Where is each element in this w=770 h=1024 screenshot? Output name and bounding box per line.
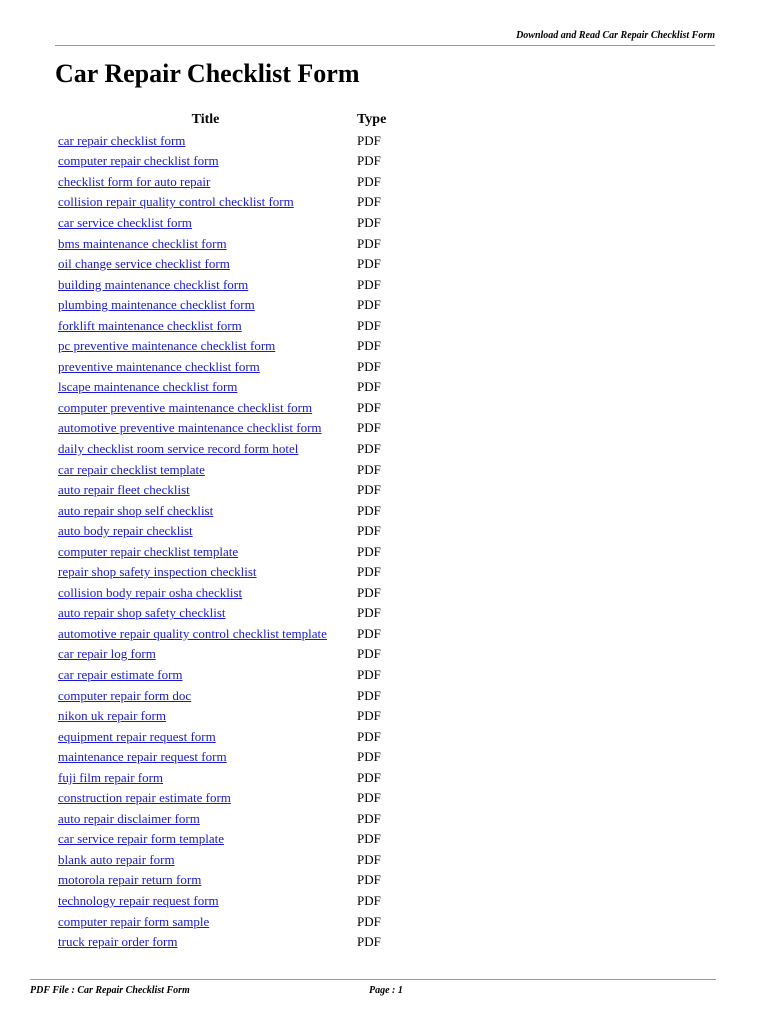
type-cell: PDF <box>357 749 381 765</box>
page-footer <box>30 979 716 1000</box>
table-row <box>56 870 386 891</box>
footer-file-label: PDF File : Car Repair Checklist Form <box>30 985 190 996</box>
title-cell <box>56 932 355 953</box>
table-header-row <box>56 110 386 131</box>
type-cell: PDF <box>357 625 381 641</box>
type-cell: PDF <box>357 523 381 539</box>
footer-page-number: Page : 1 <box>369 985 403 996</box>
type-cell: PDF <box>357 338 381 354</box>
title-cell <box>56 870 355 891</box>
table-row <box>56 562 386 583</box>
table-row <box>56 315 386 336</box>
table-row <box>56 336 386 357</box>
table-row <box>56 624 386 645</box>
table-row <box>56 850 386 871</box>
title-cell <box>56 500 355 521</box>
type-cell: PDF <box>357 461 381 477</box>
title-cell <box>56 459 355 480</box>
title-cell <box>56 829 355 850</box>
type-cell: PDF <box>357 605 381 621</box>
type-cell: PDF <box>357 297 381 313</box>
table-row <box>56 726 386 747</box>
document-link[interactable]: forklift maintenance checklist form <box>58 317 242 333</box>
table-row <box>56 932 386 953</box>
title-cell <box>56 233 355 254</box>
title-cell <box>56 213 355 234</box>
table-row <box>56 233 386 254</box>
table-row <box>56 767 386 788</box>
title-cell <box>56 274 355 295</box>
title-cell <box>56 357 355 378</box>
table-row <box>56 274 386 295</box>
title-cell <box>56 665 355 686</box>
document-link[interactable]: repair shop safety inspection checklist <box>58 564 257 580</box>
document-link[interactable]: automotive repair quality control checklist template <box>58 625 327 641</box>
table-row <box>56 254 386 275</box>
title-cell <box>56 398 355 419</box>
document-link[interactable]: blank auto repair form <box>58 851 175 867</box>
type-cell: PDF <box>357 420 381 436</box>
title-cell <box>56 480 355 501</box>
document-link[interactable]: car service checklist form <box>58 214 192 230</box>
document-link[interactable]: checklist form for auto repair <box>58 173 211 189</box>
type-cell: PDF <box>357 934 381 950</box>
table-row <box>56 706 386 727</box>
document-link[interactable]: computer repair form doc <box>58 687 192 703</box>
title-cell <box>56 583 355 604</box>
type-cell: PDF <box>357 831 381 847</box>
column-header-title: Title <box>191 112 220 128</box>
type-cell: PDF <box>357 687 381 703</box>
document-link[interactable]: computer repair checklist form <box>58 153 219 169</box>
table-row <box>56 685 386 706</box>
document-link[interactable]: fuji film repair form <box>58 769 164 785</box>
type-cell: PDF <box>357 482 381 498</box>
document-link[interactable]: auto repair shop self checklist <box>58 502 214 518</box>
table-row <box>56 747 386 768</box>
title-cell <box>56 706 355 727</box>
document-link[interactable]: computer repair form sample <box>58 913 210 929</box>
type-cell: PDF <box>357 153 381 169</box>
title-cell <box>56 336 355 357</box>
table-row <box>56 439 386 460</box>
type-cell: PDF <box>357 276 381 292</box>
type-cell: PDF <box>357 851 381 867</box>
title-cell <box>56 891 355 912</box>
table-row <box>56 192 386 213</box>
title-cell <box>56 439 355 460</box>
type-cell: PDF <box>357 810 381 826</box>
type-cell: PDF <box>357 379 381 395</box>
type-cell: PDF <box>357 173 381 189</box>
table-row <box>56 295 386 316</box>
title-cell <box>56 809 355 830</box>
document-link[interactable]: oil change service checklist form <box>58 256 230 272</box>
type-cell: PDF <box>357 440 381 456</box>
document-link[interactable]: collision body repair osha checklist <box>58 584 243 600</box>
document-link[interactable]: bms maintenance checklist form <box>58 235 227 251</box>
table-row <box>56 891 386 912</box>
title-cell <box>56 644 355 665</box>
table-body <box>56 131 386 953</box>
table-row <box>56 418 386 439</box>
type-cell: PDF <box>357 584 381 600</box>
document-link[interactable]: daily checklist room service record form hotel <box>58 440 299 456</box>
type-cell: PDF <box>357 728 381 744</box>
type-cell: PDF <box>357 358 381 374</box>
title-cell <box>56 747 355 768</box>
title-cell <box>56 562 355 583</box>
title-cell <box>56 192 355 213</box>
document-link[interactable]: car service repair form template <box>58 831 225 847</box>
title-cell <box>56 131 355 152</box>
type-cell: PDF <box>357 256 381 272</box>
document-link[interactable]: truck repair order form <box>58 934 178 950</box>
type-cell: PDF <box>357 646 381 662</box>
document-link[interactable]: motorola repair return form <box>58 872 202 888</box>
document-link[interactable]: car repair estimate form <box>58 666 183 682</box>
table-row <box>56 583 386 604</box>
document-link[interactable]: building maintenance checklist form <box>58 276 249 292</box>
title-cell <box>56 295 355 316</box>
title-cell <box>56 151 355 172</box>
type-cell: PDF <box>357 399 381 415</box>
document-link[interactable]: plumbing maintenance checklist form <box>58 297 255 313</box>
table-row <box>56 459 386 480</box>
document-link[interactable]: car repair log form <box>58 646 156 662</box>
document-link[interactable]: technology repair request form <box>58 893 219 908</box>
document-link[interactable]: maintenance repair request form <box>58 749 227 765</box>
type-cell: PDF <box>357 194 381 210</box>
table-row <box>56 788 386 809</box>
title-cell <box>56 624 355 645</box>
title-cell <box>56 767 355 788</box>
table-row <box>56 131 386 152</box>
document-link[interactable]: car repair checklist template <box>58 461 205 477</box>
title-cell <box>56 685 355 706</box>
type-cell: PDF <box>357 666 381 682</box>
document-link[interactable]: automotive preventive maintenance checklist form <box>58 420 322 436</box>
document-link[interactable]: auto repair shop safety checklist <box>58 605 226 621</box>
table-row <box>56 500 386 521</box>
type-cell: PDF <box>357 708 381 724</box>
table-row <box>56 603 386 624</box>
documents-table <box>56 110 386 952</box>
title-cell <box>56 603 355 624</box>
type-cell: PDF <box>357 317 381 333</box>
document-link[interactable]: auto repair fleet checklist <box>58 482 190 498</box>
document-link[interactable]: construction repair estimate form <box>58 790 231 806</box>
title-cell <box>56 521 355 542</box>
title-cell <box>56 726 355 747</box>
document-title: Car Repair Checklist Form <box>55 59 360 88</box>
type-cell: PDF <box>357 769 381 785</box>
type-cell: PDF <box>357 132 381 148</box>
title-cell <box>56 418 355 439</box>
type-cell: PDF <box>357 502 381 518</box>
document-link[interactable]: pc preventive maintenance checklist form <box>58 338 276 354</box>
table-row <box>56 644 386 665</box>
title-cell <box>56 541 355 562</box>
table-row <box>56 521 386 542</box>
title-cell <box>56 315 355 336</box>
title-cell <box>56 377 355 398</box>
page-header <box>55 28 715 46</box>
title-cell <box>56 911 355 932</box>
document-link[interactable]: computer preventive maintenance checklist form <box>58 399 313 415</box>
type-cell: PDF <box>357 214 381 230</box>
title-cell <box>56 788 355 809</box>
table-row <box>56 665 386 686</box>
table-row <box>56 357 386 378</box>
document-link[interactable]: lscape maintenance checklist form <box>58 379 238 395</box>
document-link[interactable]: preventive maintenance checklist form <box>58 358 260 374</box>
table-row <box>56 541 386 562</box>
table-row <box>56 480 386 501</box>
type-cell: PDF <box>357 564 381 580</box>
table-row <box>56 829 386 850</box>
document-link[interactable]: nikon uk repair form <box>58 708 166 724</box>
table-row <box>56 398 386 419</box>
document-link[interactable]: auto body repair checklist <box>58 523 193 539</box>
type-cell: PDF <box>357 913 381 929</box>
table-row <box>56 172 386 193</box>
type-cell: PDF <box>357 872 381 888</box>
title-cell <box>56 850 355 871</box>
document-link[interactable]: auto repair disclaimer form <box>58 810 200 826</box>
document-link[interactable]: computer repair checklist template <box>58 543 239 559</box>
title-cell <box>56 254 355 275</box>
table-row <box>56 911 386 932</box>
type-cell: PDF <box>357 543 381 559</box>
type-cell: PDF <box>357 893 381 908</box>
title-cell <box>56 172 355 193</box>
table-row <box>56 809 386 830</box>
type-cell: PDF <box>357 235 381 251</box>
table-row <box>56 377 386 398</box>
header-text: Download and Read Car Repair Checklist Form <box>516 30 715 41</box>
document-link[interactable]: car repair checklist form <box>58 132 186 148</box>
column-header-type: Type <box>357 112 387 128</box>
table-row <box>56 213 386 234</box>
table-row <box>56 151 386 172</box>
type-cell: PDF <box>357 790 381 806</box>
document-link[interactable]: collision repair quality control checklist form <box>58 194 294 210</box>
document-link[interactable]: equipment repair request form <box>58 728 216 744</box>
